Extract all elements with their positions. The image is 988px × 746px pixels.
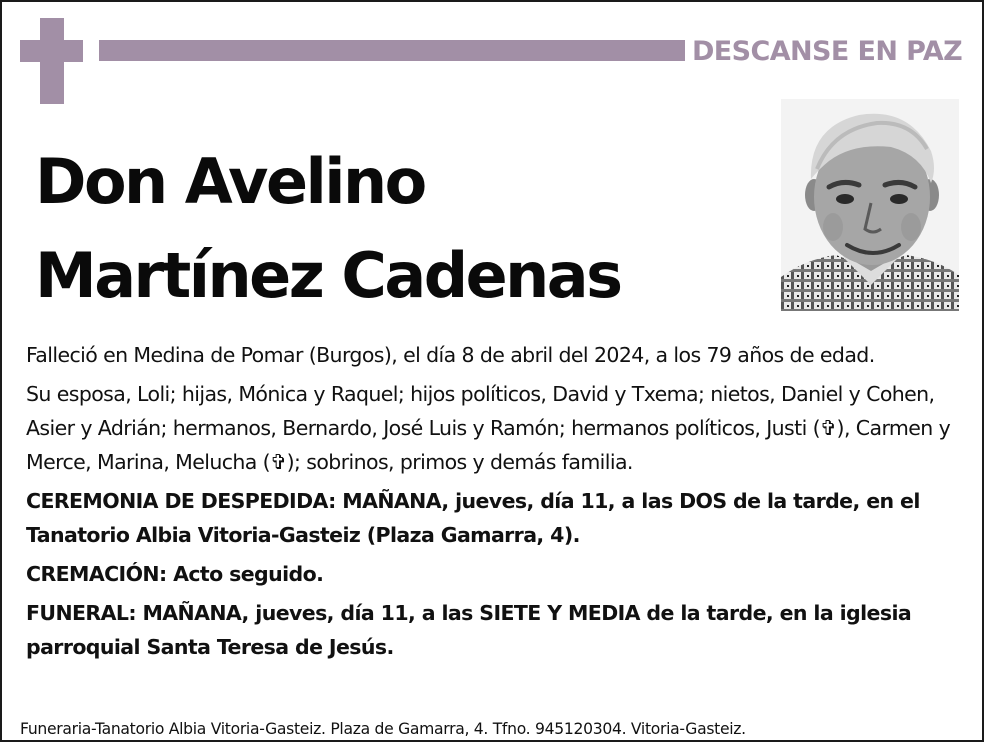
ceremony-notice: CEREMONIA DE DESPEDIDA: MAÑANA, jueves, día 11, a las DOS de la tarde, en el Tanatorio Albia Vitoria-Gasteiz (Plaza Gamarra, 4). — [26, 489, 920, 547]
cremation-notice: CREMACIÓN: Acto seguido. — [26, 562, 324, 586]
funeral-notice: FUNERAL: MAÑANA, jueves, día 11, a las SIETE Y MEDIA de la tarde, en la iglesia parroquial Santa Teresa de Jesús. — [26, 601, 912, 659]
deceased-name — [35, 135, 755, 323]
deceased-name-line1: Don Avelino — [35, 145, 425, 218]
header-label: DESCANSE EN PAZ — [692, 36, 963, 67]
death-notice: Falleció en Medina de Pomar (Burgos), el día 8 de abril del 2024, a los 79 años de edad. — [26, 343, 875, 367]
obituary-body — [26, 338, 966, 669]
cross-icon-horizontal-bar — [20, 40, 83, 62]
header-rule — [99, 40, 685, 61]
portrait-image — [781, 99, 959, 311]
deceased-name-line2: Martínez Cadenas — [35, 239, 621, 312]
family-list: Su esposa, Loli; hijas, Mónica y Raquel; hijos políticos, David y Txema; nietos, Daniel y Cohen, Asier y Adrián; hermanos, Bernardo, José Luis y Ramón; hermanos políticos, Justi (✞), Carmen y Merce, Marina, Melucha (✞); sobrinos, primos y demás familia. — [26, 382, 951, 474]
portrait-photo — [781, 99, 959, 311]
funeral-home-footer: Funeraria-Tanatorio Albia Vitoria-Gasteiz. Plaza de Gamarra, 4. Tfno. 945120304. Vitoria-Gasteiz. — [20, 720, 746, 738]
